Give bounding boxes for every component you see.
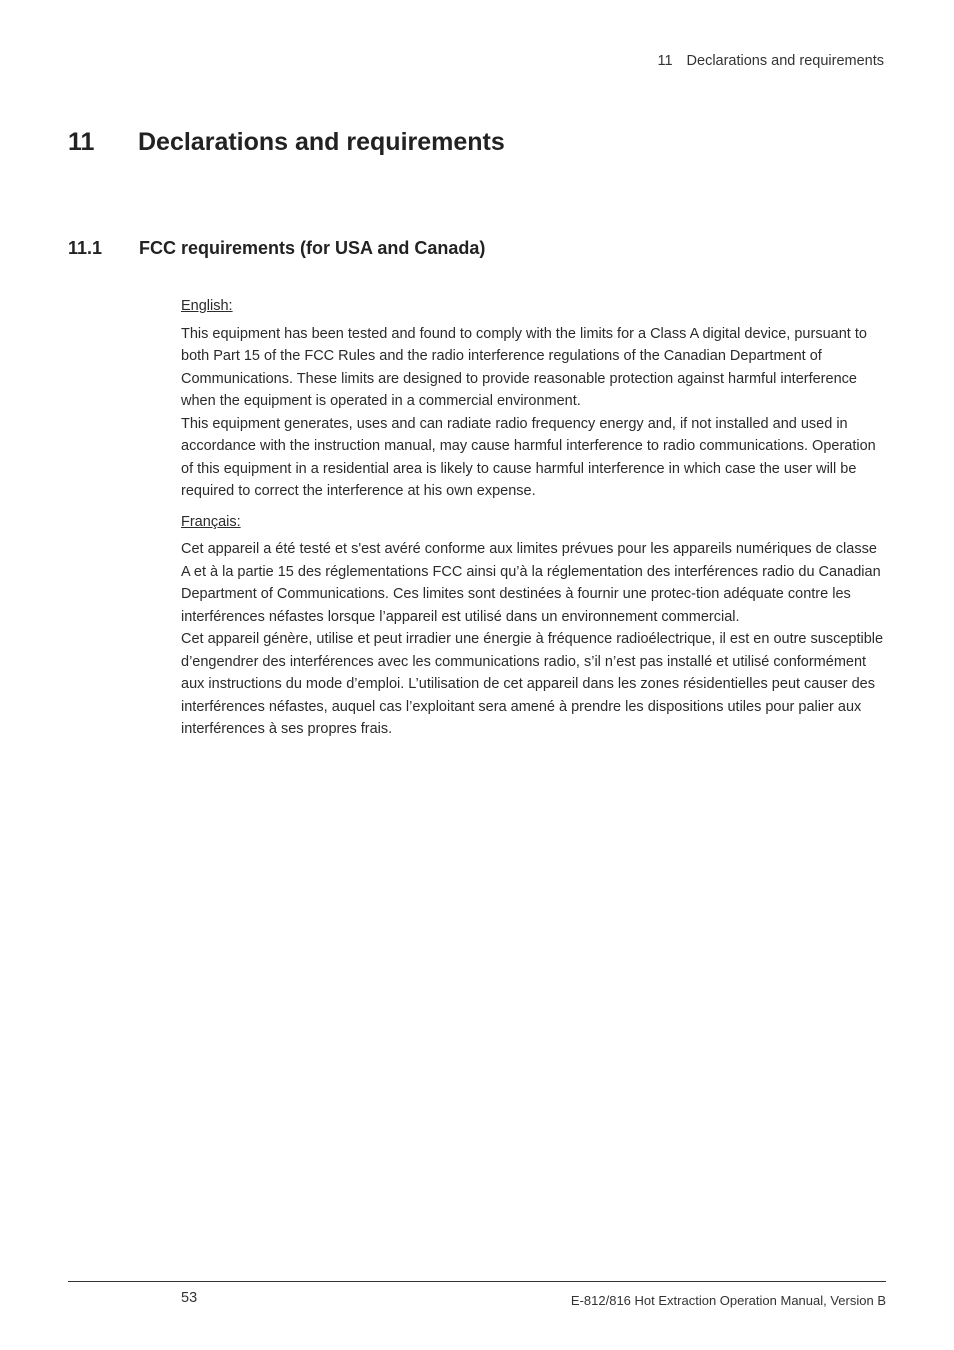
footer-document-title: E-812/816 Hot Extraction Operation Manual, Version B <box>570 1293 886 1308</box>
running-header-chapter-title: Declarations and requirements <box>686 53 884 69</box>
footer-divider <box>68 1281 886 1282</box>
chapter-number: 11 <box>68 128 95 156</box>
english-block <box>181 295 886 503</box>
section-title <box>68 238 485 259</box>
english-paragraph-1: This equipment has been tested and found to comply with the limits for a Class A digital device, pursuant to both Part 15 of the FCC Rules and the radio interference regulations of the Canadian Department of Communications. These limits are designed to provide reasonable protection against harmful interference when the equipment is operated in a commercial environment. <box>181 325 867 409</box>
section-title-text: FCC requirements (for USA and Canada) <box>139 238 486 258</box>
french-paragraph-2: Cet appareil génère, utilise et peut irradier une énergie à fréquence radioélectrique, il est en outre susceptible d’engendrer des interférences avec les communications radio, s’il n’est pas installé et utilisé conformément aux instructions du mode d’emploi. L’utilisation de cet appareil dans les zones résidentielles peut causer des interférences néfastes, auquel cas l’exploitant sera amené à prendre les dispositions utiles pour palier aux interférences à ses propres frais. <box>181 631 884 737</box>
section-number: 11.1 <box>68 238 103 258</box>
french-label: Français: <box>181 513 241 530</box>
english-label: English: <box>181 298 233 314</box>
running-header <box>657 53 884 69</box>
section-content <box>181 295 886 741</box>
running-header-chapter-number: 11 <box>657 53 673 69</box>
chapter-title <box>68 128 505 157</box>
english-paragraph-2: This equipment generates, uses and can radiate radio frequency energy and, if not installed and used in accordance with the instruction manual, may cause harmful interference to radio communications. Operation of this equipment in a residential area is likely to cause harmful interference in which case the user will be required to correct the interference at his own expense. <box>181 415 876 499</box>
page-number: 53 <box>181 1290 198 1306</box>
chapter-title-text: Declarations and requirements <box>138 128 505 156</box>
french-paragraph-1: Cet appareil a été testé et s'est avéré conforme aux limites prévues pour les appareils numériques de classe A et à la partie 15 des réglementations FCC ainsi qu’à la réglementation des interférences radio du Canadian Department of Communications. Ces limites sont destinées à fournir une protec-tion adéquate contre les interférences néfastes lorsque l’appareil est utilisé dans un environnement commercial. <box>181 541 881 625</box>
french-block <box>181 511 886 741</box>
